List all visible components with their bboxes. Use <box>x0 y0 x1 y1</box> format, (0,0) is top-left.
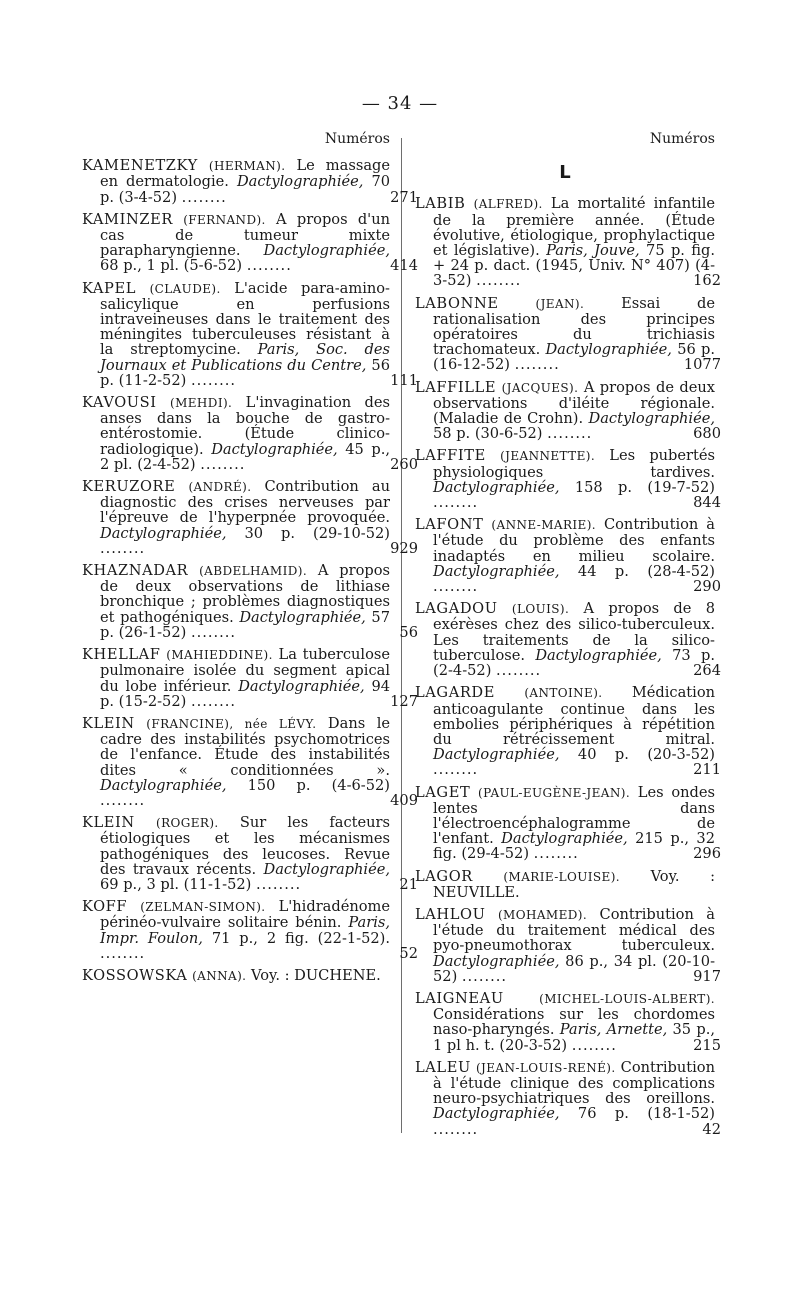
entry-firstname: (LOUIS). <box>511 602 570 617</box>
entry-number: 42 <box>702 1120 721 1138</box>
bibliography-entry <box>415 1058 721 1138</box>
entry-firstname: (ROGER). <box>155 816 219 831</box>
entry-publisher: Dactylographiée, <box>535 646 662 664</box>
dot-leader: ........ <box>200 455 246 473</box>
entry-number: 271 <box>390 188 418 206</box>
entry-number: 215 <box>693 1036 721 1054</box>
dot-leader: ........ <box>514 356 560 374</box>
entry-publisher: Dactylographiée, <box>263 242 390 260</box>
dot-leader: ........ <box>533 845 579 863</box>
entry-author: LAFFITE <box>415 447 486 465</box>
dot-leader: ........ <box>181 188 227 206</box>
entry-firstname: (ANDRÉ). <box>188 480 252 495</box>
entry-author: LAHLOU <box>415 905 486 923</box>
entry-title: A propos de 8 exérèses chez des silico-tuberculeux. Les traitements de la silico-tuberculose. <box>433 600 716 664</box>
dot-leader: ........ <box>190 623 237 641</box>
entry-firstname: (HERMAN). <box>208 159 286 174</box>
entry-author: KHAZNADAR <box>82 562 189 580</box>
entry-publisher: Dactylographiée, <box>433 562 560 580</box>
entry-publisher: Dactylographiée, <box>433 746 560 764</box>
bibliography-entry <box>415 684 721 779</box>
entry-publisher: Paris, Arnette, <box>559 1021 668 1039</box>
entry-title: La tuberculose pulmonaire isolée du segment apical du lobe inférieur. <box>100 646 390 695</box>
entry-firstname: (MARIE-LOUISE). <box>503 869 621 884</box>
bibliography-entry <box>82 646 418 710</box>
entry-author: LAGADOU <box>415 600 498 618</box>
entry-details: 40 p. (20-3-52) <box>577 746 715 764</box>
entry-title: La mortalité infantile de la première année. (Étude évolutive, étiologique, prophylactique et législative). <box>433 195 716 260</box>
entry-publisher: Dactylographiée, <box>433 952 560 970</box>
bibliography-entry <box>415 600 721 680</box>
section-letter: L <box>559 162 571 184</box>
entry-author: KHELLAF <box>82 646 161 664</box>
entry-author: LAGOR <box>415 867 473 885</box>
entry-details: 94 p. (15-2-52) <box>100 677 391 710</box>
entry-details: 158 p. (19-7-52) <box>574 478 716 496</box>
left-entries-list <box>82 157 418 984</box>
entry-author: LAGET <box>415 783 471 801</box>
entry-details: 86 p., 34 pl. (20-10-52) <box>433 952 715 985</box>
dot-leader: ........ <box>100 944 146 962</box>
dot-leader: ........ <box>190 692 237 710</box>
entry-details: 35 p., 1 pl h. t. (20-3-52) <box>433 1021 715 1054</box>
entry-firstname: (ANNA). <box>192 968 247 983</box>
entry-publisher: Dactylographiée, <box>433 478 560 496</box>
entry-title: Contribution à l'étude du traitement médical des pyo-pneumothorax tuberculeux. <box>433 905 715 955</box>
entry-title: A propos d'un cas de tumeur mixte parapharyngienne. <box>100 210 390 260</box>
entry-number: 264 <box>693 662 721 680</box>
entry-number: 409 <box>390 791 418 809</box>
entry-author: KERUZORE <box>82 478 176 496</box>
entry-number: 290 <box>693 578 721 596</box>
bibliography-entry <box>82 562 418 641</box>
entry-firstname: (JEAN). <box>535 296 585 311</box>
entry-publisher: Paris, Impr. Foulon, <box>100 914 390 947</box>
left-column <box>82 131 418 991</box>
entry-number: 211 <box>693 761 721 779</box>
entry-author: LAGARDE <box>415 684 495 702</box>
entry-publisher: Dactylographiée, <box>263 860 390 878</box>
bibliography-entry <box>82 210 418 275</box>
entry-number: 162 <box>693 272 721 290</box>
dot-leader: ........ <box>246 257 292 275</box>
entry-author: KAPEL <box>82 279 137 297</box>
entry-details: 75 p. fig. + 24 p. dact. (1945, Univ. N° 407) (4-3-52) <box>433 242 716 290</box>
entry-author: LAFFILLE <box>415 378 497 396</box>
bibliography-entry <box>82 714 418 809</box>
entry-number: 127 <box>390 692 418 710</box>
bibliography-entry <box>82 394 418 473</box>
dot-leader: ........ <box>496 662 542 680</box>
entry-details: 215 p., 32 fig. (29-4-52) <box>433 830 716 863</box>
bibliography-entry <box>82 157 418 206</box>
entry-number: 296 <box>693 845 721 863</box>
entry-title: L'acide para-amino-salicylique en perfusions intraveineuses dans le traitement des méningites tuberculeuses résistant à la streptomycine. <box>100 279 390 359</box>
entry-publisher: Paris, Jouve, <box>546 242 640 260</box>
entry-title: Les ondes lentes dans l'électroencéphalogramme de l'enfant. <box>433 783 715 848</box>
entry-title: Contribution au diagnostic des crises nerveuses par l'épreuve de l'hyperpnée provoquée. <box>100 478 391 527</box>
entry-author: LALEU <box>415 1058 471 1076</box>
right-column-header: Numéros <box>649 131 715 147</box>
entry-title: A propos de deux observations d'iléite régionale. (Maladie de Crohn). <box>433 378 716 428</box>
entry-details: 30 p. (29-10-52) <box>244 524 390 542</box>
dot-leader: ........ <box>433 761 479 779</box>
entry-firstname: (ZELMAN-SIMON). <box>140 900 266 915</box>
entry-author: KLEIN <box>82 714 135 732</box>
entry-title: Considérations sur les chordomes naso-pharyngés. <box>433 1006 715 1039</box>
bibliography-entry <box>415 905 721 985</box>
bibliography-entry <box>415 294 721 374</box>
entry-publisher: Paris, Soc. des Journaux et Publications du Centre, <box>100 341 390 374</box>
dot-leader: ........ <box>100 791 146 809</box>
entry-author: KOSSOWSKA <box>82 966 188 984</box>
entry-publisher: Dactylographiée, <box>239 608 366 626</box>
entry-author: LABIB <box>415 195 466 213</box>
entry-title: Voy. : DUCHENE. <box>251 966 381 984</box>
bibliography-entry <box>415 516 721 596</box>
entry-number: 680 <box>693 425 721 443</box>
entry-firstname: (FERNAND). <box>183 212 266 227</box>
entry-publisher: Dactylographiée, <box>236 173 364 191</box>
entry-number: 414 <box>390 257 418 275</box>
dot-leader: ........ <box>476 272 522 290</box>
entry-title: Médication anticoagulante continue dans les embolies périphériques à répétition du rétrécissement mitral. <box>433 684 716 748</box>
entry-title: Sur les facteurs étiologiques et les mécanismes pathogéniques des leucoses. Revue des travaux récents. <box>100 814 391 878</box>
bibliography-entry <box>415 195 721 290</box>
entry-title: Le massage en dermatologie. <box>100 157 391 191</box>
bibliography-entry <box>415 989 721 1054</box>
bibliography-entry <box>82 968 390 984</box>
entry-title: A propos de deux observations de lithiase bronchique ; problèmes diagnostiques et pathogéniques. <box>100 562 390 626</box>
entry-firstname: (MAHIEDDINE). <box>166 648 273 663</box>
entry-firstname: (JEAN-LOUIS-RENÉ). <box>475 1060 616 1075</box>
bibliography-entry <box>415 783 721 863</box>
entry-author: KAVOUSI <box>82 394 157 412</box>
entry-details: 69 p., 3 pl. (11-1-52) <box>100 875 252 893</box>
entry-details: 71 p., 2 fig. (22-1-52). <box>211 929 390 947</box>
dot-leader: ........ <box>461 967 508 985</box>
entry-author: KAMINZER <box>82 210 173 228</box>
entry-author: KLEIN <box>82 814 135 832</box>
entry-details: 68 p., 1 pl. (5-6-52) <box>100 257 243 275</box>
bibliography-entry <box>82 478 418 557</box>
entry-title: Voy. : NEUVILLE. <box>433 867 716 901</box>
dot-leader: ........ <box>571 1036 617 1054</box>
dot-leader: ........ <box>100 539 146 557</box>
entry-number: 111 <box>390 371 418 389</box>
entry-title: L'invagination des anses dans la bouche de gastro-entérostomie. (Étude clinico-radiologique). <box>100 394 390 458</box>
dot-leader: ........ <box>256 875 302 893</box>
entry-number: 917 <box>693 967 721 985</box>
entry-firstname: (FRANCINE), née LÉVY. <box>146 716 317 731</box>
entry-publisher: Dactylographiée, <box>501 830 628 848</box>
entry-firstname: (JEANNETTE). <box>500 449 596 464</box>
entry-publisher: Dactylographiée, <box>238 677 365 695</box>
entry-publisher: Dactylographiée, <box>545 341 672 359</box>
entry-title: Contribution à l'étude du problème des enfants inadaptés en milieu scolaire. <box>433 516 715 565</box>
entry-details: 70 p. (3-4-52) <box>100 173 391 206</box>
entry-author: LAFONT <box>415 516 484 534</box>
entry-number: 260 <box>390 455 418 473</box>
entry-title: Dans le cadre des instabilités psychomotrices de l'enfance. Étude des instabilités dites « conditionnées ». <box>100 714 391 779</box>
entry-details: 57 p. (26-1-52) <box>100 608 390 641</box>
entry-title: L'hidradénome périnéo-vulvaire solitaire bénin. <box>100 898 391 932</box>
entry-publisher: Dactylographiée, <box>100 776 227 794</box>
entry-number: 1077 <box>683 356 721 374</box>
entry-author: KOFF <box>82 898 128 916</box>
entry-publisher: Dactylographiée, <box>433 1105 560 1123</box>
entry-details: 56 p. (16-12-52) <box>433 341 715 374</box>
dot-leader: ........ <box>547 425 593 443</box>
entry-firstname: (ANNE-MARIE). <box>491 518 596 533</box>
entry-number: 56 <box>399 623 418 641</box>
entry-number: 21 <box>399 875 418 893</box>
bibliography-entry <box>415 869 715 900</box>
dot-leader: ........ <box>190 371 237 389</box>
entry-details: 44 p. (28-4-52) <box>577 562 715 580</box>
entry-firstname: (MICHEL-LOUIS-ALBERT). <box>539 991 715 1006</box>
entry-number: 52 <box>399 944 418 962</box>
bibliography-entry <box>415 447 721 512</box>
bibliography-entry <box>415 378 721 443</box>
right-entries-list <box>415 195 721 1138</box>
entry-details: 58 p. (30-6-52) <box>433 425 543 443</box>
left-column-header: Numéros <box>324 131 390 147</box>
entry-author: KAMENETZKY <box>82 157 198 175</box>
entry-title: Les pubertés physiologiques tardives. <box>433 447 716 481</box>
entry-details: 76 p. (18-1-52) <box>577 1105 715 1123</box>
dot-leader: ........ <box>433 494 479 512</box>
entry-firstname: (MEHDI). <box>170 396 233 411</box>
entry-firstname: (MOHAMED). <box>497 907 588 922</box>
entry-firstname: (ABDELHAMID). <box>199 564 308 579</box>
entry-publisher: Dactylographiée, <box>100 524 227 542</box>
entry-firstname: (PAUL-EUGÈNE-JEAN). <box>478 785 631 800</box>
entry-firstname: (CLAUDE). <box>149 281 221 296</box>
entry-details: 150 p. (4-6-52) <box>247 776 390 794</box>
entry-firstname: (ANTOINE). <box>524 686 603 701</box>
entry-firstname: (ALFRED). <box>473 197 543 212</box>
entry-details: 45 p., 2 pl. (2-4-52) <box>100 440 391 473</box>
entry-author: LABONNE <box>415 294 499 312</box>
bibliography-entry <box>82 898 418 962</box>
dot-leader: ........ <box>433 578 479 596</box>
entry-publisher: Dactylographiée, <box>588 410 715 428</box>
page-number: — 34 — <box>361 93 439 114</box>
bibliography-entry <box>82 814 418 893</box>
entry-details: 73 p. (2-4-52) <box>433 646 715 680</box>
bibliography-entry <box>82 279 418 389</box>
entry-number: 929 <box>390 539 418 557</box>
right-column <box>415 131 721 1144</box>
entry-details: 56 p. (11-2-52) <box>100 356 390 389</box>
entry-number: 844 <box>693 494 721 512</box>
dot-leader: ........ <box>433 1120 479 1138</box>
entry-firstname: (JACQUES). <box>501 380 579 395</box>
entry-publisher: Dactylographiée, <box>211 440 338 458</box>
entry-author: LAIGNEAU <box>415 989 504 1007</box>
entry-title: Essai de rationalisation des principes opératoires du trichiasis trachomateux. <box>433 294 716 359</box>
entry-title: Contribution à l'étude clinique des complications neuro-psychiatriques des oreillons. <box>433 1058 715 1108</box>
